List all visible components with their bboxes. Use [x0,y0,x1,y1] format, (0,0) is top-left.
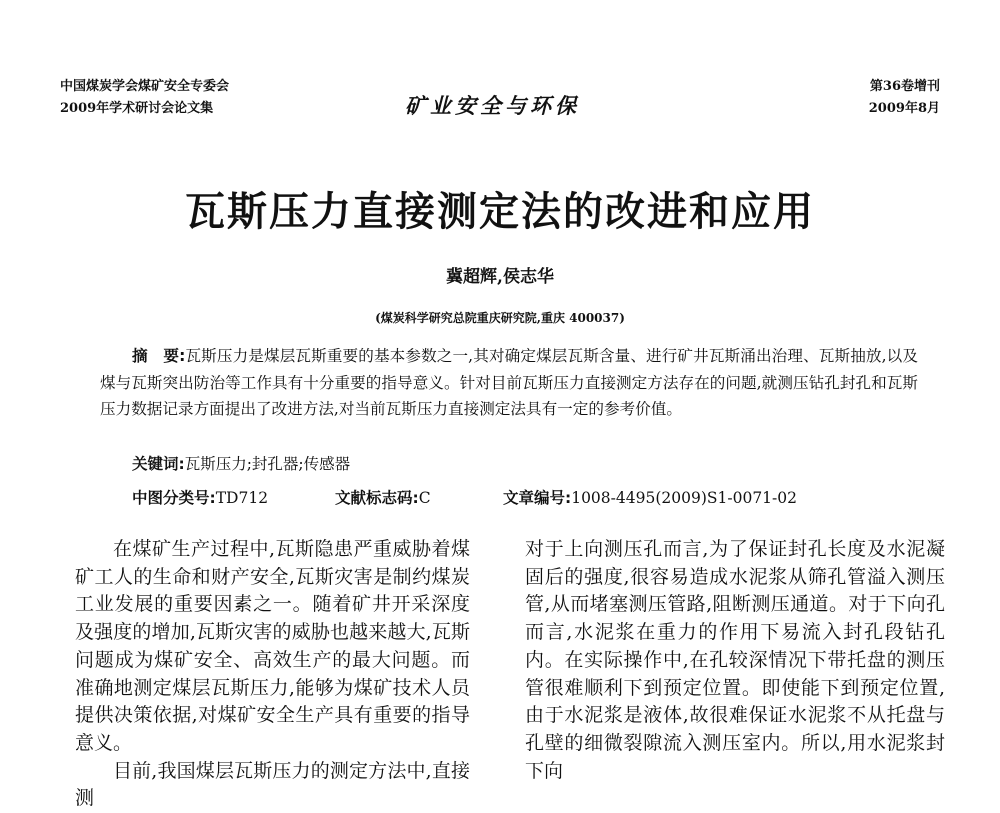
paper-title: 瓦斯压力直接测定法的改进和应用 [185,189,815,235]
issue-date: 2009年8月 [868,101,940,116]
keywords [132,452,350,474]
affiliation: (煤炭科学研究总院重庆研究院,重庆 400037) [375,311,625,325]
article-label: 文章编号: [503,489,572,507]
paragraph: 对于上向测压孔而言,为了保证封孔长度及水泥凝固后的强度,很容易造成水泥浆从筛孔管溢入测压管,从而堵塞测压管路,阻断测压通道。对于下向孔而言,水泥浆在重力的作用下易流入封孔段钻孔内。在实际操作中,在孔较深情况下带托盘的测压管很难顺利下到预定位置。即使能下到预定位置,由于水泥浆是液体,故很难保证水泥浆不从托盘与孔壁的细微裂隙流入测压室内。所以,用水泥浆封下向 [525,538,945,782]
doc-value: C [418,489,431,507]
clc-value: TD712 [215,489,269,507]
abstract-label: 摘 要: [132,347,186,365]
body-left-column [75,536,470,813]
keywords-label: 关键词: [132,455,185,473]
paragraph: 目前,我国煤层瓦斯压力的测定方法中,直接测 [75,759,470,810]
doc-label: 文献标志码: [335,489,419,507]
proceedings-subtitle: 2009年学术研讨会论文集 [60,101,214,116]
article-number [503,486,797,508]
abstract [100,343,918,423]
volume-info: 第36卷增刊 [869,79,940,94]
journal-name: 矿业安全与环保 [405,93,580,118]
article-value: 1008-4495(2009)S1-0071-02 [571,489,797,507]
proceedings-name: 中国煤炭学会煤矿安全专委会 [60,79,230,94]
clc-label: 中图分类号: [132,489,216,507]
paragraph: 在煤矿生产过程中,瓦斯隐患严重威胁着煤矿工人的生命和财产安全,瓦斯灾害是制约煤炭工业发展的重要因素之一。随着矿井开采深度及强度的增加,瓦斯灾害的威胁也越来越大,瓦斯问题成为煤矿安全、高效生产的最大问题。而准确地测定煤层瓦斯压力,能够为煤矿技术人员提供决策依据,对煤矿安全生产具有重要的指导意义。 [75,538,470,754]
authors: 冀超辉,侯志华 [446,267,554,287]
body-right-column [525,536,945,785]
clc-number [132,486,268,508]
keywords-text: 瓦斯压力;封孔器;传感器 [184,455,351,473]
abstract-text: 瓦斯压力是煤层瓦斯重要的基本参数之一,其对确定煤层瓦斯含量、进行矿井瓦斯涌出治理、瓦斯抽放,以及煤与瓦斯突出防治等工作具有十分重要的指导意义。针对目前瓦斯压力直接测定方法存在的问题,就测压钻孔封孔和瓦斯压力数据记录方面提出了改进方法,对当前瓦斯压力直接测定法具有一定的参考价值。 [100,347,918,418]
document-code [335,486,431,508]
